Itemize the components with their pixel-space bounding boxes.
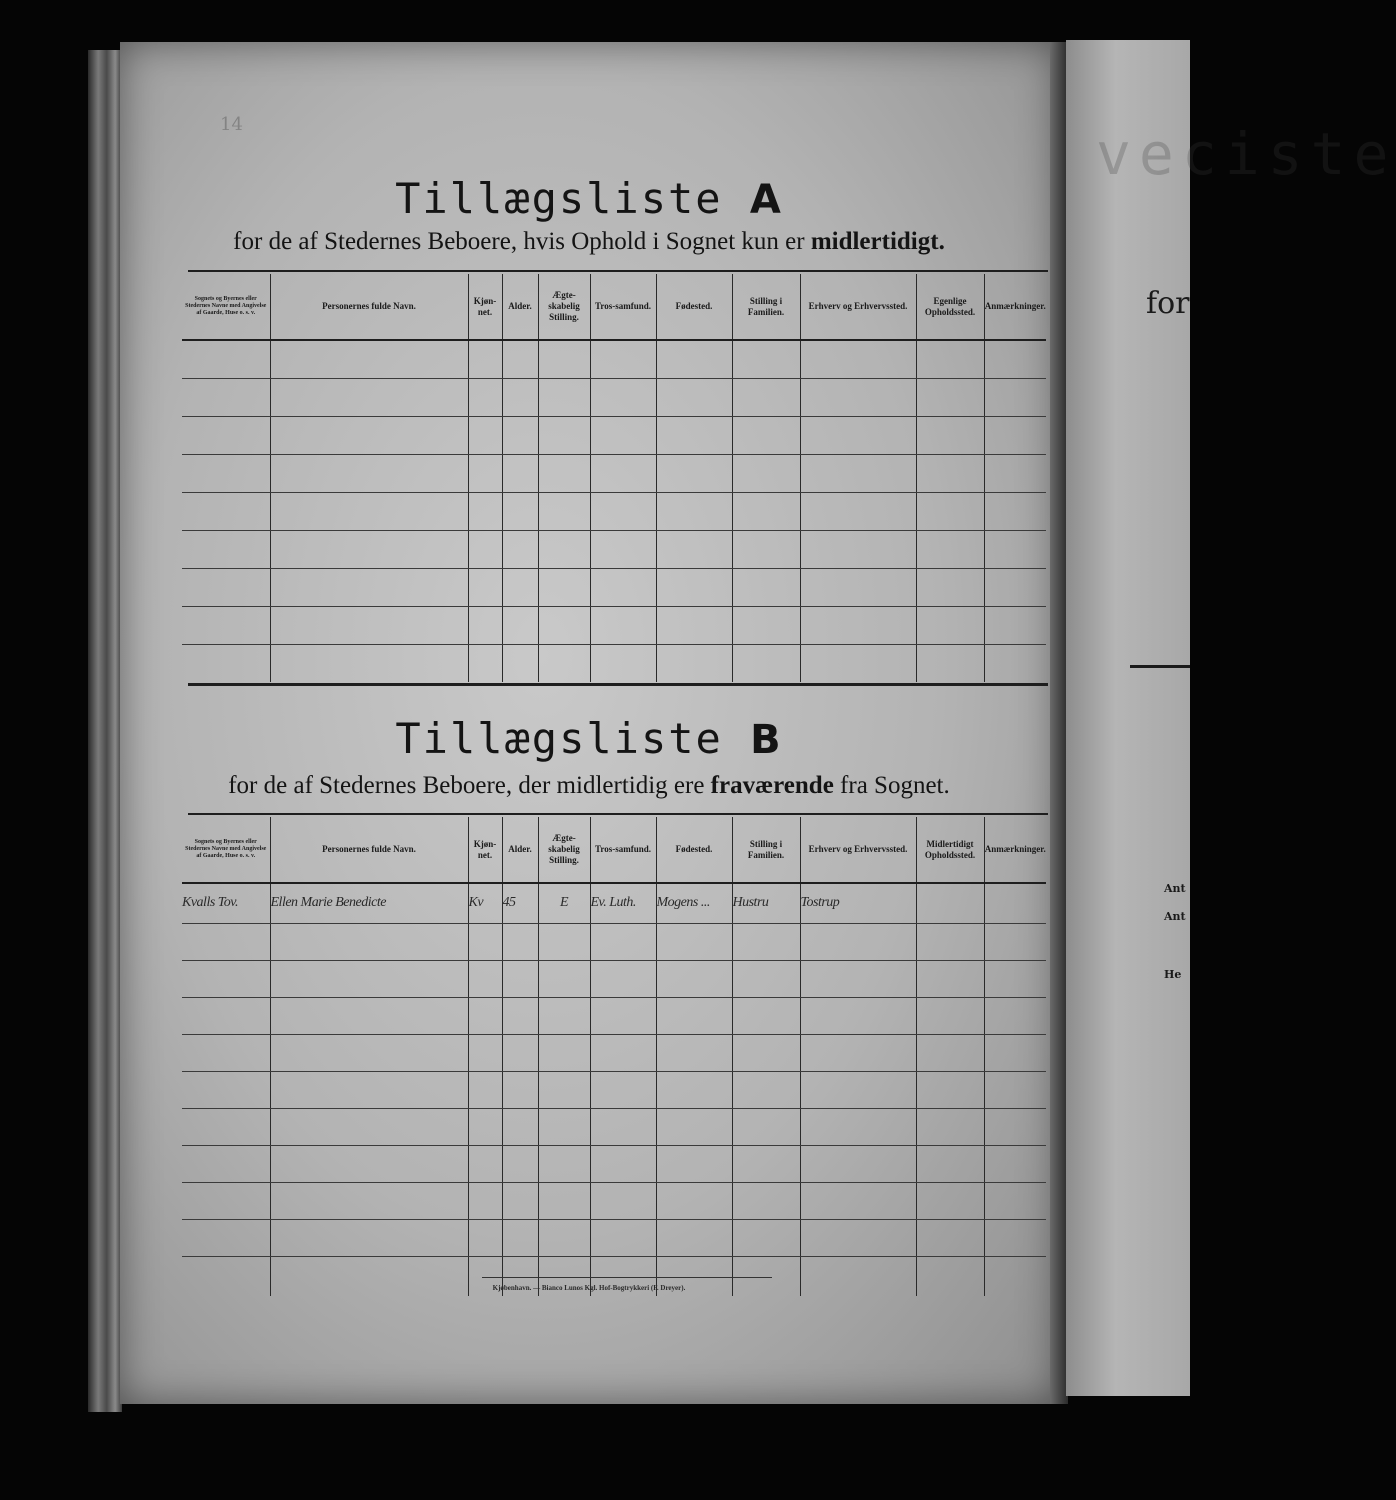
table-row — [182, 1108, 1046, 1145]
list-b-top-rule — [188, 813, 1048, 815]
footer-rule — [482, 1277, 772, 1278]
list-b-col-family: Stilling i Familien. — [732, 817, 800, 883]
list-b-col-occupation: Erhverv og Erhvervssted. — [800, 817, 916, 883]
entry-marital: E — [538, 883, 590, 923]
list-a-col-religion: Tros-samfund. — [590, 274, 656, 340]
table-row — [182, 1071, 1046, 1108]
entry-place: Kvalls Tov. — [182, 883, 270, 923]
page-number: 14 — [220, 114, 243, 135]
list-b-col-place: Sognets og Byernes eller Stedernes Navne med Angivelse af Gaarde, Huse o. s. v. — [182, 817, 270, 883]
list-a-top-rule — [188, 270, 1048, 272]
list-a-col-remarks: Anmærkninger. — [984, 274, 1046, 340]
list-b-col-religion: Tros-samfund. — [590, 817, 656, 883]
entry-sex: Kv — [468, 883, 502, 923]
table-row — [182, 644, 1046, 682]
list-a-header-row — [182, 274, 1046, 340]
list-a-body — [182, 340, 1046, 682]
list-b-col-remarks: Anmærkninger. — [984, 817, 1046, 883]
table-row — [182, 1182, 1046, 1219]
table-row — [182, 923, 1046, 960]
list-a-col-family: Stilling i Familien. — [732, 274, 800, 340]
list-separator-rule — [188, 683, 1048, 686]
right-page-label: He — [1164, 968, 1182, 981]
table-row — [182, 492, 1046, 530]
entry-age: 45 — [502, 883, 538, 923]
table-row — [182, 378, 1046, 416]
right-page-label: Ant — [1164, 910, 1186, 923]
list-a-col-birthplace: Fødested. — [656, 274, 732, 340]
table-row-entry — [182, 883, 1046, 923]
table-row — [182, 606, 1046, 644]
table-row — [182, 1219, 1046, 1256]
entry-occupation: Tostrup — [800, 883, 916, 923]
right-page-for: for — [1146, 286, 1190, 321]
list-b-col-age: Alder. — [502, 817, 538, 883]
table-row — [182, 568, 1046, 606]
list-b-body — [182, 883, 1046, 1296]
entry-birthplace: Mogens ... — [656, 883, 732, 923]
list-a-col-age: Alder. — [502, 274, 538, 340]
table-row — [182, 416, 1046, 454]
entry-name: Ellen Marie Benedicte — [270, 883, 468, 923]
list-b-subtitle: for de af Stedernes Beboere, der midlertidig ere fraværende fra Sognet. — [228, 772, 950, 799]
list-a-table — [182, 274, 1046, 682]
right-page-rule — [1130, 665, 1190, 668]
list-a-subtitle: for de af Stedernes Beboere, hvis Ophold i Sognet kun er midlertidigt. — [233, 228, 945, 255]
list-b-table — [182, 817, 1046, 1296]
list-b-col-birthplace: Fødested. — [656, 817, 732, 883]
list-a-title: Tillægsliste A — [395, 174, 783, 223]
table-row — [182, 1034, 1046, 1071]
list-b-title: Tillægsliste B — [395, 714, 783, 763]
table-row — [182, 997, 1046, 1034]
right-page-label: Ant — [1164, 882, 1186, 895]
list-a-col-occupation: Erhverv og Erhvervssted. — [800, 274, 916, 340]
table-row — [182, 960, 1046, 997]
list-a-col-place: Sognets og Byernes eller Stedernes Navne med Angivelse af Gaarde, Huse o. s. v. — [182, 274, 270, 340]
list-b-col-residence: Midlertidigt Opholdssted. — [916, 817, 984, 883]
list-b-col-sex: Kjøn-net. — [468, 817, 502, 883]
entry-family-position: Hustru — [732, 883, 800, 923]
list-b-col-marital: Ægte-skabelig Stilling. — [538, 817, 590, 883]
left-page — [120, 42, 1058, 1404]
list-a-col-marital: Ægte-skabelig Stilling. — [538, 274, 590, 340]
list-a-col-name: Personernes fulde Navn. — [270, 274, 468, 340]
right-page — [1066, 40, 1396, 1396]
right-page-ghost-title: veciste — [1096, 120, 1396, 188]
table-row — [182, 530, 1046, 568]
list-b-header-row — [182, 817, 1046, 883]
list-a-col-residence: Egenlige Opholdssted. — [916, 274, 984, 340]
table-row — [182, 340, 1046, 378]
printer-footer: Kjøbenhavn. — Bianco Lunos Kgl. Hof-Bogtrykkeri (F. Dreyer). — [492, 1284, 686, 1292]
table-row — [182, 454, 1046, 492]
table-row — [182, 1145, 1046, 1182]
list-a-col-sex: Kjøn-net. — [468, 274, 502, 340]
entry-religion: Ev. Luth. — [590, 883, 656, 923]
book-edge — [88, 50, 122, 1412]
list-b-col-name: Personernes fulde Navn. — [270, 817, 468, 883]
